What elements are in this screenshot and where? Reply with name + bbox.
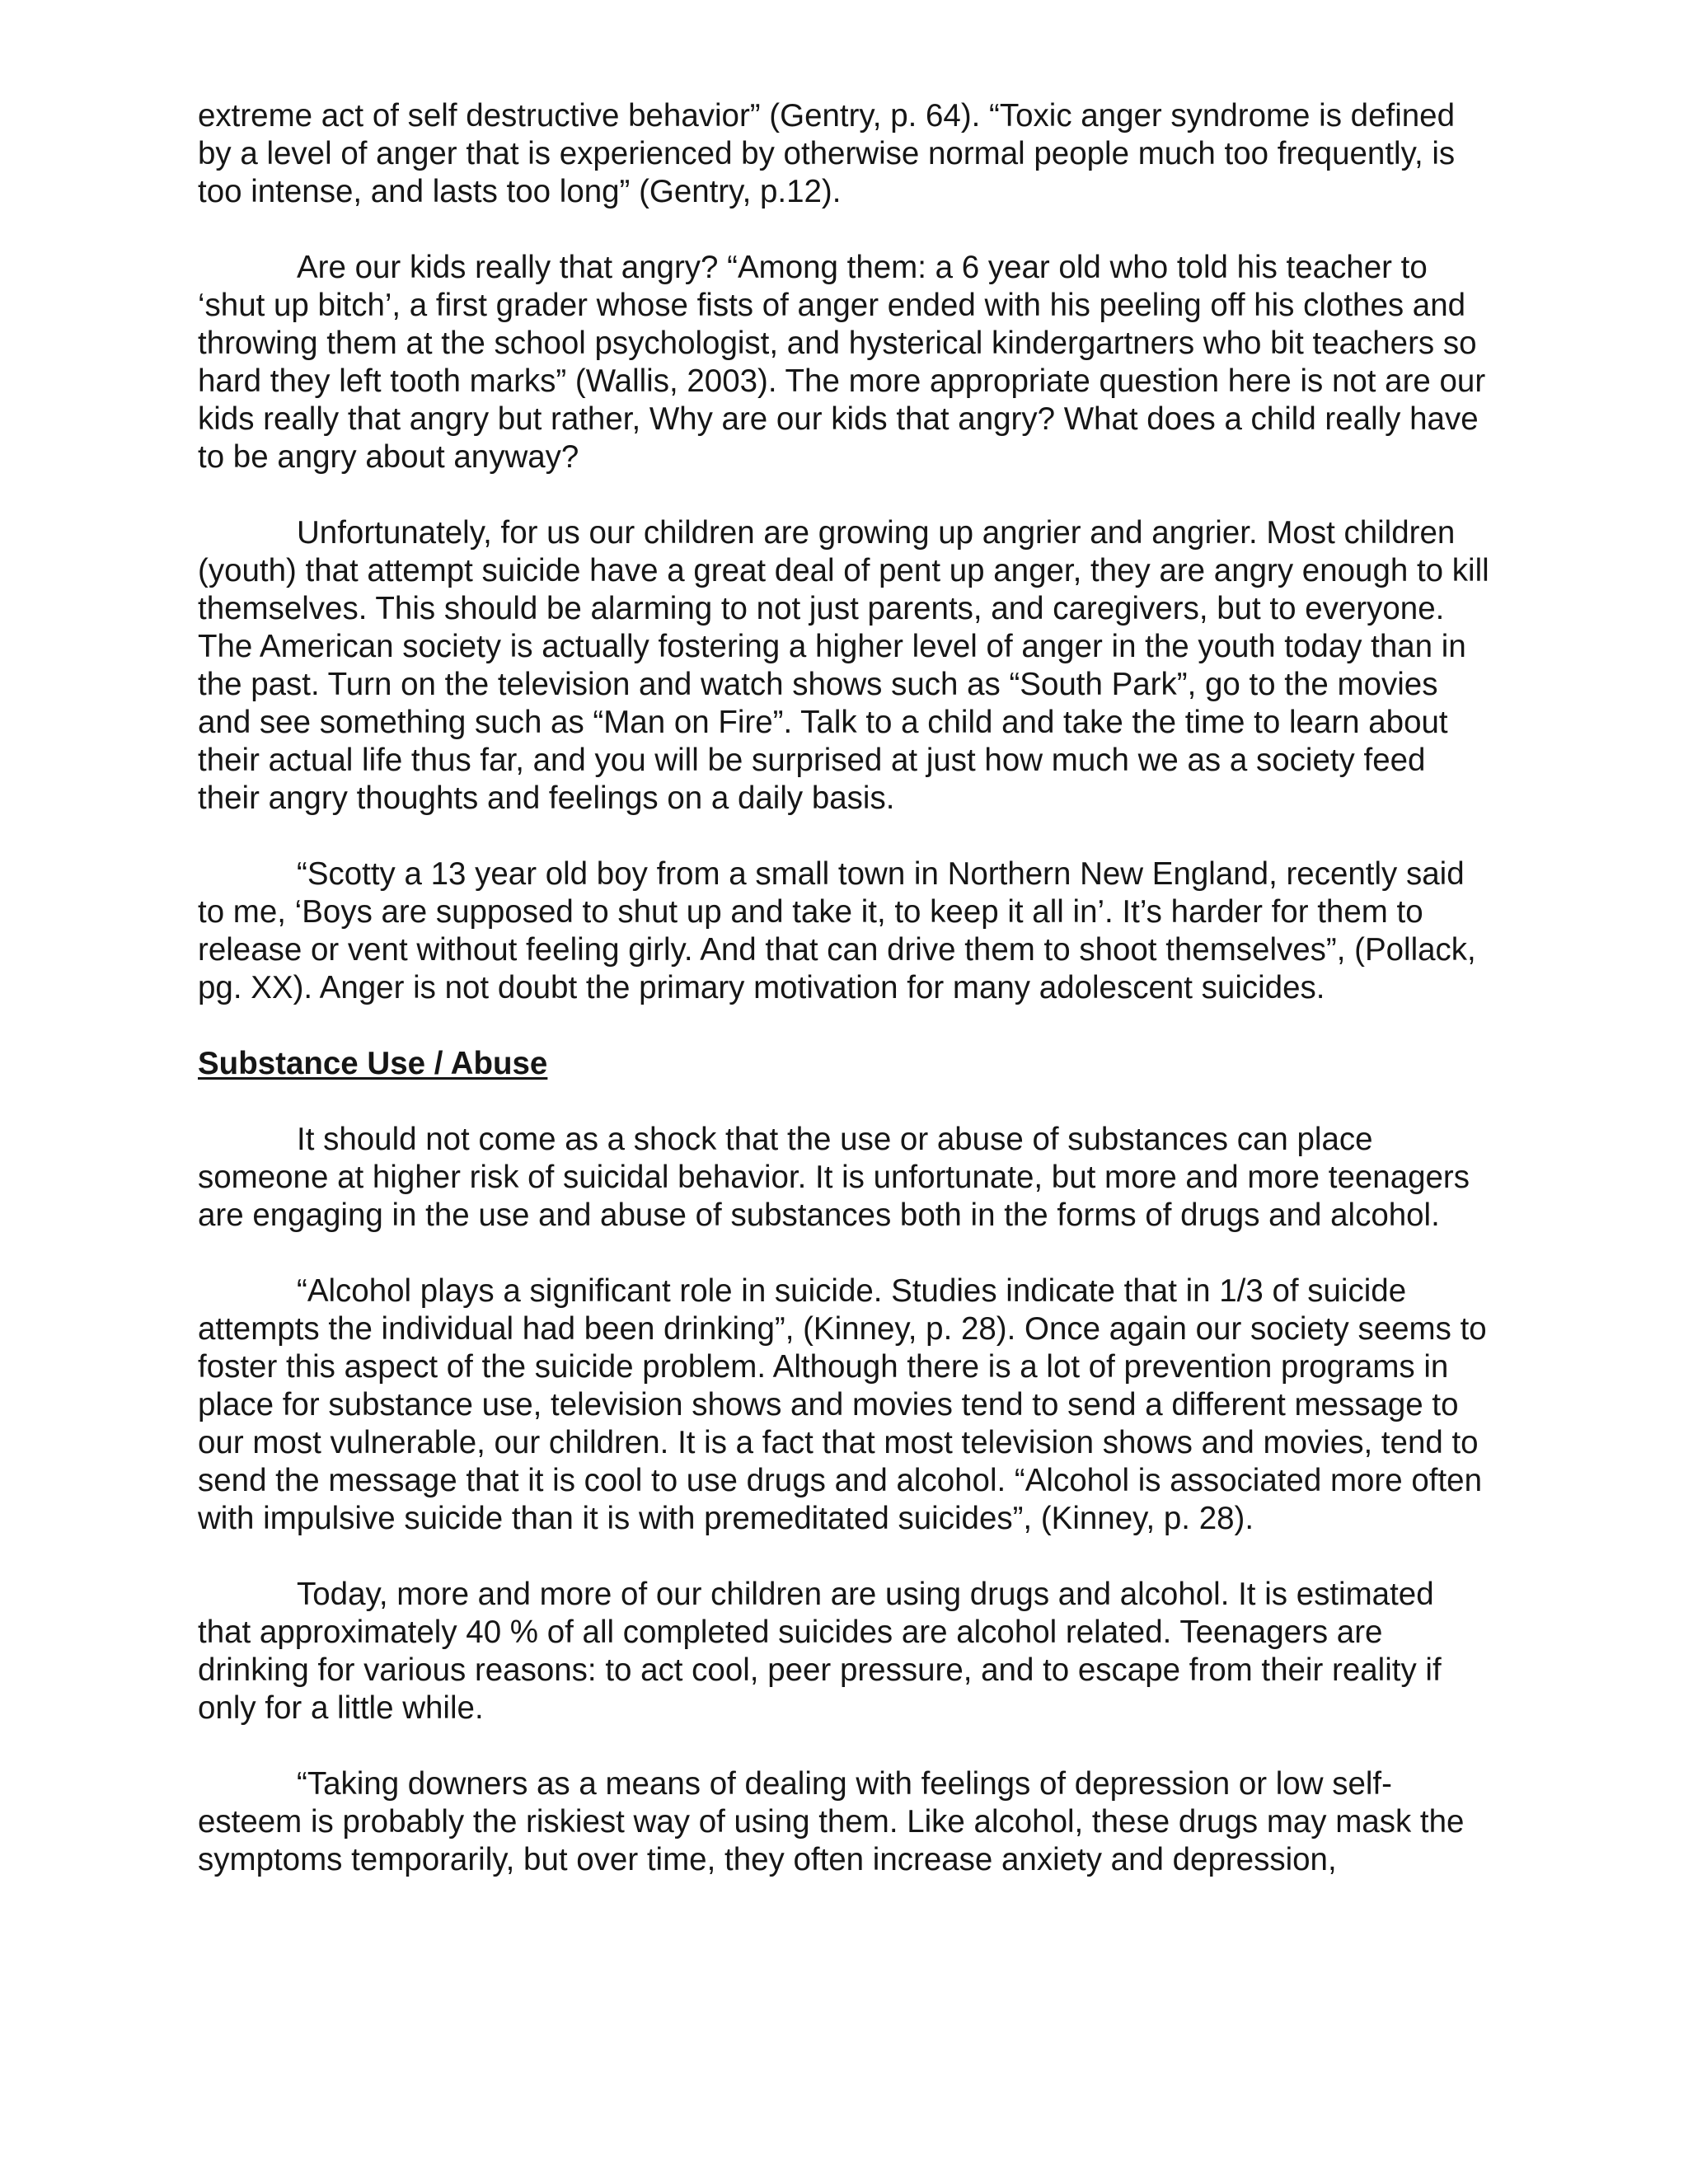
document-body bbox=[198, 97, 1492, 1879]
paragraph-downers-quote: “Taking downers as a means of dealing with feelings of depression or low self-esteem is probably the riskiest way of using them. Like alcohol, these drugs may mask the symptoms temporarily, but over time, they often increase anxiety and depression, bbox=[198, 1766, 1465, 1877]
paragraph-kids-angry: Are our kids really that angry? “Among them: a 6 year old who told his teacher to ‘shut up bitch’, a first grader whose fists of anger ended with his peeling off his clothes and throwing them at the school psychologist, and hysterical kindergartners who bit teachers so hard they left tooth marks” (Wallis, 2003). The more appropriate question here is not are our kids really that angry but rather, Why are our kids that angry? What does a child really have to be angry about anyway? bbox=[198, 250, 1486, 475]
paragraph-scotty-quote: “Scotty a 13 year old boy from a small town in Northern New England, recently said to me, ‘Boys are supposed to shut up and take it, to keep it all in’. It’s harder for them to release or vent without feeling girly. And that can drive them to shoot themselves”, (Pollack, pg. XX). Anger is not doubt the primary motivation for many adolescent suicides. bbox=[198, 856, 1476, 1005]
paragraph-alcohol-role: “Alcohol plays a significant role in suicide. Studies indicate that in 1/3 of suicide attempts the individual had been drinking”, (Kinney, p. 28). Once again our society seems to foster this aspect of the suicide problem. Although there is a lot of prevention programs in place for substance use, television shows and movies tend to send a different message to our most vulnerable, our children. It is a fact that most television shows and movies, tend to send the message that it is cool to use drugs and alcohol. “Alcohol is associated more often with impulsive suicide than it is with premeditated suicides”, (Kinney, p. 28). bbox=[198, 1273, 1487, 1536]
paragraph-substance-shock: It should not come as a shock that the use or abuse of substances can place someone at higher risk of suicidal behavior. It is unfortunate, but more and more teenagers are engaging in the use and abuse of substances both in the forms of drugs and alcohol. bbox=[198, 1122, 1470, 1233]
section-heading: Substance Use / Abuse bbox=[198, 1046, 548, 1081]
paragraph-continuation: extreme act of self destructive behavior” (Gentry, p. 64). “Toxic anger syndrome is defined by a level of anger that is experienced by otherwise normal people much too frequently, is too intense, and lasts too long” (Gentry, p.12). bbox=[198, 98, 1456, 209]
paragraph-drugs-alcohol-today: Today, more and more of our children are using drugs and alcohol. It is estimated that approximately 40 % of all completed suicides are alcohol related. Teenagers are drinking for various reasons: to act cool, peer pressure, and to escape from their reality if only for a little while. bbox=[198, 1577, 1442, 1726]
paragraph-angrier-children: Unfortunately, for us our children are growing up angrier and angrier. Most children (youth) that attempt suicide have a great deal of pent up anger, they are angry enough to kill themselves. This should be alarming to not just parents, and caregivers, but to everyone. The American society is actually fostering a higher level of anger in the youth today than in the past. Turn on the television and watch shows such as “South Park”, go to the movies and see something such as “Man on Fire”. Talk to a child and take the time to learn about their actual life thus far, and you will be surprised at just how much we as a society feed their angry thoughts and feelings on a daily basis. bbox=[198, 515, 1489, 816]
